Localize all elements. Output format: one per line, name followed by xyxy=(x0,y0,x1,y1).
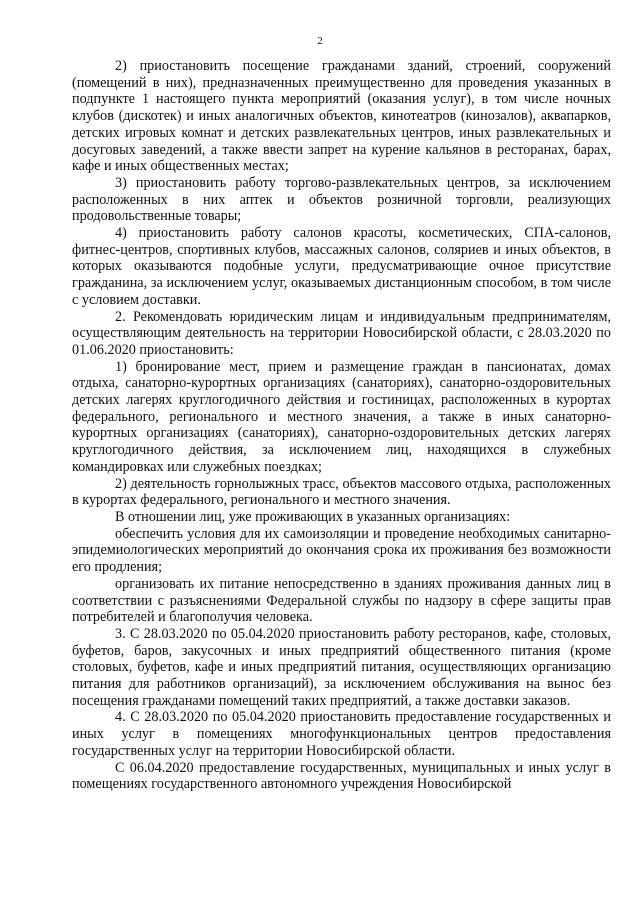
paragraph-catering: организовать их питание непосредственно в зданиях проживания данных лиц в соответствии с разъяснениями Федеральной службы по надзору в сфере защиты прав потребителей и благополучия человека. xyxy=(72,575,611,626)
paragraph-from-06-04: С 06.04.2020 предоставление государственных, муниципальных и иных услуг в помещениях государственного автономного учреждения Новосибирской xyxy=(72,759,611,793)
paragraph-item-2: 2. Рекомендовать юридическим лицам и индивидуальным предпринимателям, осуществляющим деятельность на территории Новосибирской области, с 28.03.2020 по 01.06.2020 приостановить: xyxy=(72,308,611,358)
paragraph-residents-intro: В отношении лиц, уже проживающих в указанных организациях: xyxy=(115,508,511,525)
paragraph-2-2: 2) приостановить посещение гражданами зданий, строений, сооружений (помещений в них), предназначенных преимущественно для проведения указанных в подпункте 1 настоящего пункта мероприятий (оказания услуг), в том числе ночных клубов (дискотек) и иных аналогичных объектов, кинотеатров (кинозалов), аквапарков, детских игровых комнат и детских развлекательных центров, иных развлекательных и досуговых заведений, а также ввести запрет на курение кальянов в ресторанах, барах, кафе и иных общественных местах; xyxy=(72,58,611,175)
paragraph-2-4: 4) приостановить работу салонов красоты, косметических, СПА-салонов, фитнес-центров, спортивных клубов, массажных салонов, соляриев и иных объектов, в которых оказываются подобные услуги, предусматривающие очное присутствие гражданина, за исключением услуг, оказываемых дистанционным способом, в том числе с условием доставки. xyxy=(72,225,611,308)
paragraph-2-1-booking: 1) бронирование мест, прием и размещение граждан в пансионатах, домах отдыха, санаторно-курортных организациях (санаториях), санаторно-оздоровительных детских лагерях круглогодичного действия и гостиницах, расположенных в курортах федерального, регионального и местного значения, а также в иных санаторно-курортных организациях (санаториях), санаторно-оздоровительных детских лагерях круглогодичного действия, за исключением лиц, находящихся в служебных командировках или служебных поездках; xyxy=(72,358,611,475)
paragraph-2-3: 3) приостановить работу торгово-развлекательных центров, за исключением расположенных в них аптек и объектов розничной торговли, реализующих продовольственные товары; xyxy=(72,174,611,225)
page-number: 2 xyxy=(317,35,323,47)
document-body xyxy=(72,58,611,793)
paragraph-2-2-ski: 2) деятельность горнолыжных трасс, объектов массового отдыха, расположенных в курортах федерального, регионального и местного значения. xyxy=(72,475,611,509)
paragraph-item-3: 3. С 28.03.2020 по 05.04.2020 приостановить работу ресторанов, кафе, столовых, буфетов, баров, закусочных и иных предприятий общественного питания (кроме столовых, буфетов, кафе и иных предприятий питания, осуществляющих организацию питания для работников организаций), за исключением обслуживания на вынос без посещения гражданами помещений таких предприятий, а также доставки заказов. xyxy=(72,625,611,709)
paragraph-self-isolation: обеспечить условия для их самоизоляции и проведение необходимых санитарно-эпидемиологических мероприятий до окончания срока их проживания без возможности его продления; xyxy=(72,525,611,576)
paragraph-item-4: 4. С 28.03.2020 по 05.04.2020 приостановить предоставление государственных и иных услуг в помещениях многофункциональных центров предоставления государственных услуг на территории Новосибирской области. xyxy=(72,709,611,759)
